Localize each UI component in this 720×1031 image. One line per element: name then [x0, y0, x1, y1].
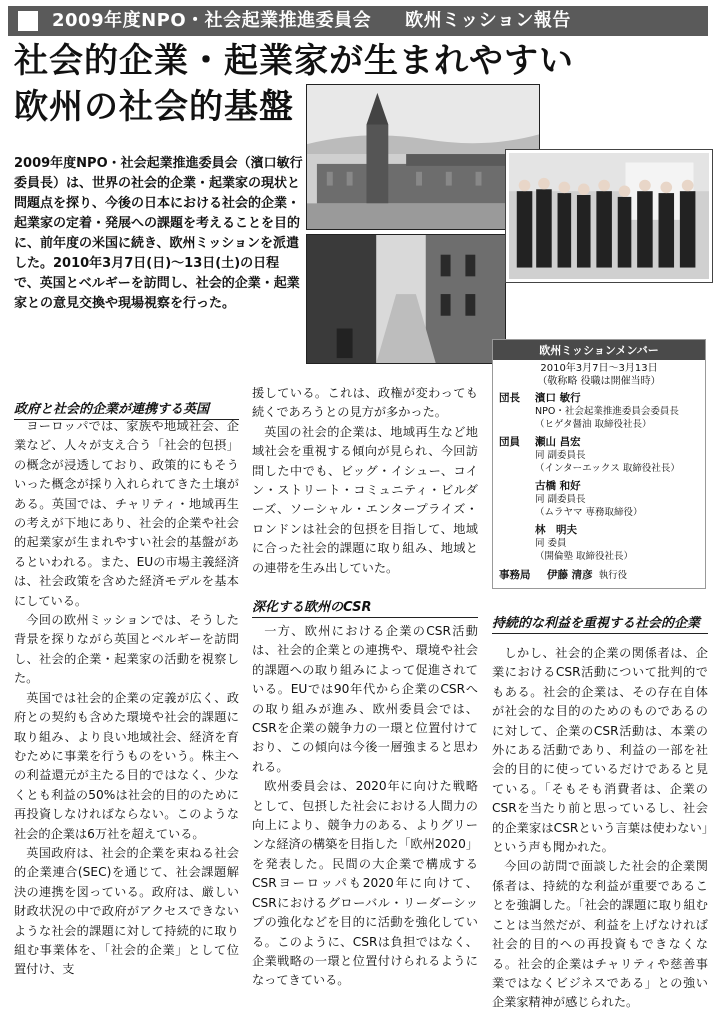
paragraph: 欧州委員会は、2020年に向けた戦略として、包摂した社会における人間力の向上により、競争力のある、よりグリーンな経済の構築を目指した「欧州2020」を発表した。民間の大企業で構成するCSRヨーロッパも2020年に向けて、CSRにおけるグローバル・リーダーシップの強化などを目的に活動を強化している。このように、CSRは負担ではなく、企業戦略の一環と位置付けられるようになってきている。: [252, 779, 479, 988]
college-photo: [306, 84, 540, 230]
member-row: [493, 435, 705, 449]
header-sub: 欧州ミッション報告: [405, 10, 571, 31]
members-box: [492, 339, 706, 589]
header-bar: [8, 6, 708, 36]
member-name: 濱口 敏行: [535, 392, 581, 404]
header-label: 2009年度NPO・社会起業推進委員会: [52, 10, 372, 31]
member-role: 団員: [499, 436, 520, 448]
member-row: [493, 391, 705, 405]
members-date: 2010年3月7日～3月13日: [540, 363, 658, 374]
paragraph: 今回の訪問で面談した社会的企業関係者は、持続的な利益が重要であることを強調した。「社会的課題に取り組むことは当然だが、利益を上げなければ社会的目的への再投資もできなくなる。社会的企業はチャリティや慈善事業ではなくビジネスである」との強い企業家精神が感じられた。: [492, 859, 708, 1010]
street-photo: [306, 234, 506, 364]
body-column-2-top: [252, 384, 478, 578]
section-heading-uk: 政府と社会的企業が連携する英国: [14, 398, 239, 420]
body-column-2-bottom: [252, 622, 478, 991]
office-position: 執行役: [598, 570, 628, 581]
members-heading: 欧州ミッションメンバー: [493, 340, 705, 360]
page-title-line2: 欧州の社会的基盤: [14, 87, 294, 127]
member-name: 林 明夫: [535, 524, 577, 536]
member-detail: 同 委員: [535, 538, 567, 549]
section-heading-profit: 持続的な利益を重視する社会的企業: [492, 612, 708, 634]
header-square-icon: [18, 11, 38, 31]
paragraph: しかし、社会的企業の関係者は、企業におけるCSR活動について批判的でもある。社会的企業は、その存在自体が社会的な目的のためのものであるのに対して、企業のCSR活動は、本業の外にある活動であり、利益の一部を社会的目的に使っているだけであると見ている。「そもそも消費者は、企業のCSRを当たり前と思っているし、社会的企業家はCSRという言葉は使わない」という声も聞かれた。: [492, 646, 708, 855]
page-title-line1: 社会的企業・起業家が生まれやすい: [14, 41, 574, 81]
member-detail: 同 副委員長: [535, 494, 586, 505]
section-heading-csr: 深化する欧州のCSR: [252, 596, 478, 618]
office-name: 伊藤 清彦: [547, 569, 593, 581]
member-role: 団長: [499, 392, 520, 404]
member-detail: 同 副委員長: [535, 450, 586, 461]
office-role: 事務局: [499, 569, 531, 581]
paragraph: 今回の欧州ミッションでは、そうした背景を探りながら英国とベルギーを訪問し、社会的企業・起業家の活動を視察した。: [14, 613, 239, 686]
member-detail: （ヒゲタ醤油 取締役社長）: [535, 419, 652, 430]
group-photo: [506, 150, 712, 282]
member-detail: （開倫塾 取締役社長）: [535, 551, 634, 562]
body-column-1: [14, 417, 239, 980]
member-role: [499, 523, 535, 537]
paragraph: ヨーロッパでは、家族や地域社会、企業など、人々が支え合う「社会的包摂」の概念が浸透しており、政策的にもそういった概念が採り入れられてきた土壌がある。英国では、チャリティ・地域再生の考えが下地にあり、社会的企業や社会的起業家が生まれやすい社会的基盤があるといわれる。また、EUの市場主義経済は、社会政策を含めた経済モデルを基本にしている。: [14, 419, 239, 608]
paragraph: 英国の社会的企業は、地域再生など地域社会を重視する傾向が見られ、今回訪問した中でも、ビッグ・イシュー、コイン・ストリート・コミュニティ・ビルダーズ、ソーシャル・エンタープライズ・ロンドンは社会的包摂を目指して、地域に合った社会的課題に取り組み、地域との連帯を生み出していた。: [252, 424, 478, 575]
members-note: （敬称略 役職は開催当時）: [537, 376, 661, 387]
lead-paragraph: 2009年度NPO・社会起業推進委員会（濱口敏行委員長）は、世界の社会的企業・起業家の現状と問題点を探り、今後の日本における社会的企業・起業家の定着・発展への課題を考えることを目的に、前年度の米国に続き、欧州ミッションを派遣した。2010年3月7日(日)～13日(土)の日程で、英国とベルギーを訪問し、社会的企業・起業家との意見交換や現場視察を行った。: [14, 156, 303, 311]
body-column-3: [492, 644, 708, 1013]
member-detail: （ムラヤマ 専務取締役）: [535, 507, 643, 518]
member-row: [493, 523, 705, 537]
member-detail: NPO・社会起業推進委員会委員長: [535, 406, 679, 417]
member-row: [493, 479, 705, 493]
member-detail: （インターエックス 取締役社長）: [535, 463, 680, 474]
paragraph: 一方、欧州における企業のCSR活動は、社会的企業との連携や、環境や社会的課題への取り組みによって促進されている。EUでは90年代から企業のCSRへの取り組みが進み、欧州委員会では、CSRを企業の競争力の一環と位置付けており、この傾向は今後一層強まると思われる。: [252, 624, 478, 774]
paragraph: 英国政府は、社会的企業を束ねる社会的企業連合(SEC)を通じて、社会課題解決の連携を図っている。政府は、厳しい財政状況の中で政府がアクセスできないような社会的課題に対して持続的に取り組む事業体を、「社会的企業」として位置付け、支: [14, 845, 239, 977]
member-name: 古橋 和好: [535, 480, 581, 492]
paragraph: 援している。これは、政権が変わっても続くであろうとの見方が多かった。: [252, 386, 478, 420]
member-role: [499, 479, 535, 493]
paragraph: 英国では社会的企業の定義が広く、政府との契約も含めた環境や社会的課題に取り組み、より良い地域社会、経済を育むために事業を行うものをいう。株主への利益還元が主たる目的ではなく、少なくとも利益の50%は社会的目的のために再投資しなければならない。このような社会的企業は6万社を超えている。: [14, 690, 239, 841]
office-row: [493, 567, 705, 582]
member-name: 瀬山 昌宏: [535, 436, 581, 448]
